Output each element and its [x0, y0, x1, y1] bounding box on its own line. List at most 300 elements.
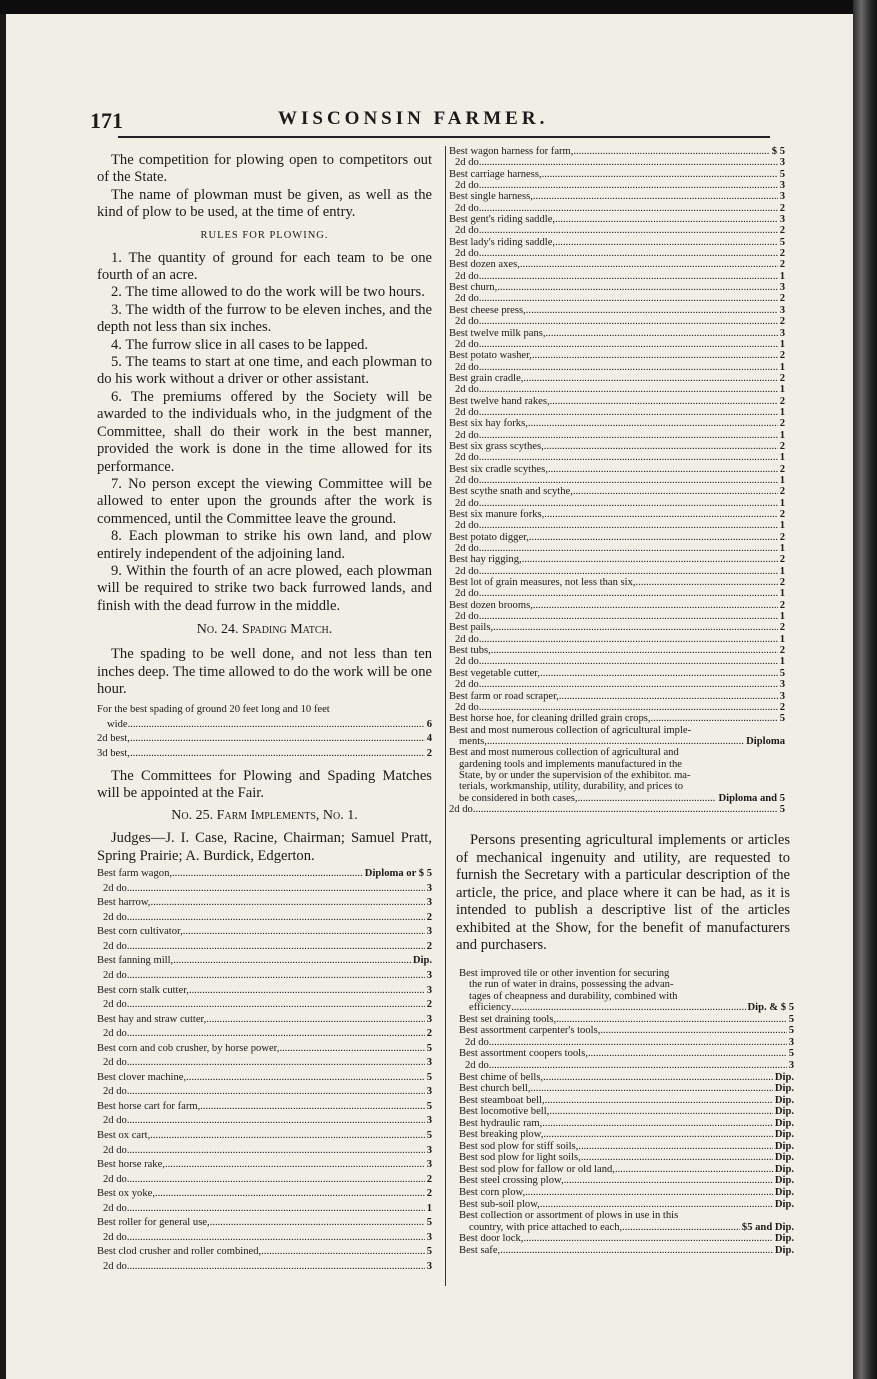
rule-item: 3. The width of the furrow to be eleven inches, and the depth not less than six inches.	[97, 301, 432, 336]
premium-row	[449, 396, 785, 407]
premium-value: 5	[779, 667, 785, 679]
premium-value: 3	[779, 180, 785, 192]
premium-label: 2d do	[455, 452, 479, 464]
premium-value: 5	[788, 1025, 794, 1037]
premium-row	[97, 940, 432, 955]
premium-row	[449, 588, 785, 599]
premium-value: 3	[426, 1013, 432, 1025]
premium-value: 1	[779, 497, 785, 509]
premium-row	[449, 532, 785, 543]
premium-value: 2	[426, 1028, 432, 1040]
left-column	[97, 152, 432, 1275]
premium-row	[449, 668, 785, 679]
premium-row	[459, 1048, 794, 1060]
premium-value: 2	[779, 701, 785, 713]
premium-row	[449, 225, 785, 236]
premium-value: 2	[426, 999, 432, 1011]
premium-row	[97, 1042, 432, 1057]
premium-label: 2d do	[465, 1036, 489, 1048]
rule-item: 4. The furrow slice in all cases to be lapped.	[111, 336, 369, 353]
persons-notice	[456, 832, 790, 955]
premium-label: Best hydraulic ram,	[459, 1117, 543, 1129]
premium-value: 2	[779, 531, 785, 543]
premium-value: Dip.	[774, 1244, 794, 1256]
premium-label: 2d do	[455, 497, 479, 509]
premium-value: 2	[426, 940, 432, 952]
premium-label: 2d do	[455, 543, 479, 555]
premium-row	[449, 203, 785, 214]
premium-value: 3	[788, 1036, 794, 1048]
spading-heading: No. 24. Spading Match.	[196, 622, 333, 638]
premium-value: 1	[779, 361, 785, 373]
premium-row	[449, 464, 785, 475]
premium-label: 2d do	[455, 202, 479, 214]
premium-row	[97, 1231, 432, 1246]
premium-row	[449, 430, 785, 441]
premium-row	[449, 645, 785, 656]
premium-row	[449, 543, 785, 554]
premium-value: 1	[779, 633, 785, 645]
intro-paragraph: The name of plowman must be given, as well as the kind of plow to be used, at the time of entry.	[97, 186, 432, 221]
premium-row	[449, 362, 785, 373]
premium-row	[459, 1233, 794, 1245]
premium-label: Best lady's riding saddle,	[449, 236, 556, 248]
implements-heading: No. 25. Farm Implements, No. 1.	[171, 808, 358, 824]
premium-row	[449, 373, 785, 384]
premium-label: 2d do	[103, 1260, 127, 1272]
premium-row	[449, 634, 785, 645]
premium-row	[97, 1129, 432, 1144]
premium-value: Dip.	[774, 1152, 794, 1164]
premium-value: 5	[788, 1048, 794, 1060]
premium-value: 1	[426, 1202, 432, 1214]
premium-row	[449, 293, 785, 304]
premium-value: 2	[779, 293, 785, 305]
premium-value: 5	[779, 713, 785, 725]
premium-label: Best churn,	[449, 282, 498, 294]
premium-row	[449, 339, 785, 350]
premium-label: 2d do	[455, 701, 479, 713]
premium-value: 3	[779, 690, 785, 702]
premium-label: Best dozen brooms,	[449, 599, 533, 611]
premium-label: 2d do	[455, 633, 479, 645]
premium-value: Dip.	[774, 1198, 794, 1210]
premium-row	[449, 679, 785, 690]
journal-title: WISCONSIN FARMER.	[278, 108, 549, 129]
premium-row	[459, 1037, 794, 1049]
page-number: 171	[90, 108, 123, 133]
premium-row	[449, 566, 785, 577]
premium-value: 2	[779, 554, 785, 566]
premium-value: 5	[788, 1013, 794, 1025]
premium-row	[97, 954, 432, 969]
premium-label: Best steamboat bell,	[459, 1094, 545, 1106]
rule-item: 6. The premiums offered by the Society will be awarded to the individuals who, in the judgment of the Committee, shall do their work in the best manner, provided the work is done in the time allowed for its performance.	[97, 388, 432, 475]
premium-label: Best farm or road scraper,	[449, 690, 559, 702]
misc-rows-end	[459, 1233, 794, 1256]
premium-label: Best twelve hand rakes,	[449, 395, 550, 407]
premium-label: 2d do	[455, 157, 479, 169]
collection-row: Best and most numerous collection of agricultural imple-	[449, 724, 692, 736]
premium-label: Best vegetable cutter,	[449, 667, 541, 679]
premium-value: Dip.	[774, 1083, 794, 1095]
premium-row	[449, 157, 785, 168]
premium-value: 3	[426, 1159, 432, 1171]
premium-row	[459, 1072, 794, 1084]
premium-row	[459, 1083, 794, 1095]
premium-value: 3	[426, 1231, 432, 1243]
premium-row: wide ..... 6	[97, 718, 432, 733]
premium-value: 5	[426, 1246, 432, 1258]
premium-value: Dip.	[774, 1233, 794, 1245]
premium-row	[97, 1085, 432, 1100]
premium-row	[449, 418, 785, 429]
misc-premium-list	[459, 968, 794, 1256]
premium-label: 2d do	[103, 1057, 127, 1069]
premium-row	[459, 1187, 794, 1199]
premium-label: Best gent's riding saddle,	[449, 214, 556, 226]
premium-label: Best horse cart for farm,	[97, 1100, 201, 1112]
premium-value: 2	[779, 622, 785, 634]
premium-row	[449, 259, 785, 270]
premium-value: 3	[426, 882, 432, 894]
premium-value: 1	[779, 384, 785, 396]
premium-label: Best dozen axes,	[449, 259, 520, 271]
premium-row	[449, 441, 785, 452]
premium-value: 5	[779, 168, 785, 180]
running-header	[90, 102, 780, 132]
premium-label: Best safe,	[459, 1244, 501, 1256]
premium-row	[449, 328, 785, 339]
premium-row	[449, 271, 785, 282]
premium-value: 2	[779, 509, 785, 520]
premium-value: 5	[426, 1071, 432, 1083]
premium-value: 2	[779, 645, 785, 657]
premium-row	[449, 180, 785, 191]
premium-value: 2	[779, 350, 785, 362]
premium-label: Best ox cart,	[97, 1130, 151, 1142]
premium-label: Best assortment coopers tools,	[459, 1048, 588, 1060]
premium-row	[449, 146, 785, 157]
premium-label: Best single harness,	[449, 191, 533, 203]
premium-value: 3	[426, 1260, 432, 1272]
premium-value: 2	[779, 259, 785, 271]
premium-row	[97, 1144, 432, 1159]
premium-value: 2	[426, 1173, 432, 1185]
premium-label: Best locomotive bell,	[459, 1106, 550, 1118]
premium-value: 2	[779, 316, 785, 328]
premium-value: 1	[779, 656, 785, 668]
premium-label: 2d do	[103, 882, 127, 894]
premium-value: 1	[779, 588, 785, 600]
premium-label: Best six grass scythes,	[449, 440, 544, 452]
premium-row	[97, 1071, 432, 1086]
premium-value: 3	[779, 679, 785, 691]
premium-row	[97, 1260, 432, 1275]
premium-label: Best horse rake,	[97, 1159, 165, 1171]
premium-value: 1	[779, 270, 785, 282]
premium-row	[449, 316, 785, 327]
premium-value: 3	[426, 970, 432, 982]
premium-row	[459, 1118, 794, 1130]
premium-value: 3	[788, 1059, 794, 1071]
premium-value: 1	[779, 520, 785, 532]
premium-row	[449, 577, 785, 588]
premium-label: 2d do	[455, 384, 479, 396]
premium-label: Best corn plow,	[459, 1186, 526, 1198]
premium-value: Dip.	[774, 1117, 794, 1129]
premium-row	[449, 520, 785, 531]
premium-row	[97, 1173, 432, 1188]
book-spine	[853, 0, 877, 1379]
scan-top-edge	[0, 0, 877, 14]
premium-label: Best six manure forks,	[449, 509, 545, 520]
premium-row	[459, 1025, 794, 1037]
premium-value: Dip.	[774, 1094, 794, 1106]
premium-row	[97, 1027, 432, 1042]
premium-row: efficiency ..... Dip. & $ 5	[459, 1002, 794, 1014]
premium-row	[459, 1199, 794, 1211]
premium-row	[97, 1158, 432, 1173]
premium-value: 1	[779, 565, 785, 577]
premium-label: 2d do	[103, 1144, 127, 1156]
premium-label: 2d do	[455, 316, 479, 328]
premium-label: Best chime of bells,	[459, 1071, 544, 1083]
premium-label: 2d do	[103, 999, 127, 1011]
premium-label: Best hay rigging,	[449, 554, 522, 566]
premium-row	[449, 191, 785, 202]
premium-value: 2	[426, 911, 432, 923]
premium-label: 2d do	[455, 293, 479, 305]
premium-value: 2	[779, 202, 785, 214]
premium-value: 3	[779, 282, 785, 294]
premium-label: Best horse hoe, for cleaning drilled grain crops,	[449, 713, 651, 725]
premium-label: Best breaking plow,	[459, 1129, 544, 1141]
premium-label: Best cheese press,	[449, 304, 526, 316]
premium-row	[97, 969, 432, 984]
premium-value: Dip.	[774, 1071, 794, 1083]
premium-row	[449, 600, 785, 611]
premium-value: 1	[779, 543, 785, 555]
premium-value: 3	[426, 1115, 432, 1127]
premium-value: Dip.	[774, 1129, 794, 1141]
premium-label: Best door lock,	[459, 1233, 524, 1245]
premium-row	[459, 1141, 794, 1153]
premium-value: 1	[779, 611, 785, 623]
premium-label: Best lot of grain measures, not less than six,	[449, 577, 636, 589]
premium-label: 2d do	[455, 248, 479, 260]
premium-value: $ 5	[771, 146, 785, 157]
premium-row	[449, 248, 785, 259]
premium-value: 2	[779, 418, 785, 430]
collection-row: ments, ..... Diploma	[449, 736, 785, 747]
premium-row	[449, 486, 785, 497]
premium-row	[449, 169, 785, 180]
rule-item: 9. Within the fourth of an acre plowed, each plowman will be required to strike two back furrowed lands, and finish with the dead furrow in the middle.	[97, 562, 432, 614]
premium-row	[449, 611, 785, 622]
premium-label: Best roller for general use,	[97, 1217, 210, 1229]
premium-label: Best clover machine,	[97, 1071, 187, 1083]
premium-label: 2d do	[455, 474, 479, 486]
premium-row	[459, 1014, 794, 1026]
premium-row	[449, 214, 785, 225]
premium-row	[449, 702, 785, 713]
premium-value: 3	[426, 897, 432, 909]
collection-block: Best and most numerous collection of agricultural and gardening tools and implements manufactured in the State, by or under the supervision of the exhibitor. ma- terials, workmanship, utility, durability, and prices to	[449, 747, 691, 793]
premium-value: Dip.	[774, 1106, 794, 1118]
premium-label: 2d do	[455, 611, 479, 623]
premium-value: Diploma or $ 5	[364, 868, 432, 880]
premium-row: For the best spading of ground 20 feet long and 10 feet	[97, 704, 330, 716]
premium-row	[97, 1245, 432, 1260]
premium-value: 3	[779, 157, 785, 169]
judges-text: Judges—J. I. Case, Racine, Chairman; Samuel Pratt, Spring Prairie; A. Burdick, Edgerton.	[97, 830, 432, 864]
premium-label: Best potato washer,	[449, 350, 532, 362]
premium-value: 2	[779, 440, 785, 452]
premium-label: Best carriage harness,	[449, 168, 542, 180]
premium-label: Best corn stalk cutter,	[97, 984, 189, 996]
premium-row	[449, 282, 785, 293]
premium-row	[449, 350, 785, 361]
premium-row	[449, 554, 785, 565]
premium-row	[97, 1100, 432, 1115]
premium-value: 2	[779, 599, 785, 611]
committees-text: The Committees for Plowing and Spading Matches will be appointed at the Fair.	[97, 767, 432, 801]
premium-value: Dip.	[774, 1140, 794, 1152]
premium-label: 2d do	[455, 656, 479, 668]
premium-label: 2d do	[103, 911, 127, 923]
premium-value: 1	[779, 452, 785, 464]
premium-label: 2d do	[103, 1202, 127, 1214]
right-column	[449, 146, 785, 816]
premium-label: Best farm wagon,	[97, 868, 173, 880]
premium-label: Best tubs,	[449, 645, 491, 657]
premium-row	[449, 656, 785, 667]
premium-value: 5	[779, 236, 785, 248]
premium-label: Best church bell,	[459, 1083, 531, 1095]
premium-row	[97, 984, 432, 999]
premium-label: Best assortment carpenter's tools,	[459, 1025, 601, 1037]
rule-item: 2. The time allowed to do the work will be two hours.	[111, 284, 425, 301]
premium-row	[459, 1245, 794, 1257]
premium-row	[449, 509, 785, 520]
premium-value: Dip.	[774, 1186, 794, 1198]
premium-label: 2d do	[455, 338, 479, 350]
premium-value: 3	[779, 304, 785, 316]
premium-label: 2d do	[455, 679, 479, 691]
premium-row	[97, 1114, 432, 1129]
premium-row	[459, 1175, 794, 1187]
premium-label: 2d do	[455, 406, 479, 418]
premium-label: Best six hay forks,	[449, 418, 528, 430]
collection-row: 2d do ..... 5	[449, 804, 785, 815]
premium-value: 3	[426, 984, 432, 996]
premium-value: 5	[426, 1217, 432, 1229]
intro-paragraph: The competition for plowing open to competitors out of the State.	[97, 152, 432, 186]
premium-row	[97, 1202, 432, 1217]
premium-label: Best sub-soil plow,	[459, 1198, 540, 1210]
premium-row	[97, 1056, 432, 1071]
premium-row	[97, 1187, 432, 1202]
persons-text: Persons presenting agricultural implements or articles of mechanical ingenuity and utility, are requested to furnish the Secretary with a particular description of the article, the price, and place where it can be had, as it is intended to publish a descriptive list of the articles exhibited at the Show, for the benefit of manufacturers and purchasers.	[456, 832, 790, 953]
premium-label: 2d do	[455, 429, 479, 441]
premium-row	[449, 305, 785, 316]
premium-label: Best grain cradle,	[449, 372, 524, 384]
premium-value: 3	[779, 214, 785, 226]
premium-row	[449, 384, 785, 395]
premium-value: 2	[779, 225, 785, 237]
premium-label: Best corn and cob crusher, by horse power,	[97, 1042, 280, 1054]
premium-row	[97, 867, 432, 882]
premium-row	[449, 691, 785, 702]
premium-label: 2d do	[455, 565, 479, 577]
premium-label: 2d do	[103, 1028, 127, 1040]
premium-value: 5	[426, 1042, 432, 1054]
premium-value: 2	[779, 486, 785, 498]
premium-label: Best wagon harness for farm,	[449, 146, 574, 157]
premium-row	[449, 452, 785, 463]
premium-value: 1	[779, 406, 785, 418]
spading-premiums	[97, 703, 432, 761]
collection-row: be considered in both cases, ..... Diploma and 5	[449, 793, 785, 804]
premium-label: Best clod crusher and roller combined,	[97, 1246, 262, 1258]
premium-value: 2	[426, 1188, 432, 1200]
premium-label: Best set draining tools,	[459, 1013, 557, 1025]
misc-rows	[459, 1014, 794, 1210]
premium-label: 2d do	[455, 520, 479, 532]
premium-value: 2	[779, 248, 785, 260]
premium-row	[97, 896, 432, 911]
premium-row	[459, 1164, 794, 1176]
premium-value: 2	[779, 577, 785, 589]
premium-label: Best corn cultivator,	[97, 926, 183, 938]
premium-value: 1	[779, 338, 785, 350]
premium-row	[459, 1106, 794, 1118]
rule-item: 1. The quantity of ground for each team to be one fourth of an acre.	[97, 249, 432, 284]
premium-row	[97, 1216, 432, 1231]
premium-label: Best hay and straw cutter,	[97, 1013, 207, 1025]
premium-row	[97, 925, 432, 940]
premium-value: 2	[779, 372, 785, 384]
premium-label: Best pails,	[449, 622, 494, 634]
premium-label: Best fanning mill,	[97, 955, 174, 967]
premium-label: Best twelve milk pans,	[449, 327, 546, 339]
rules-heading: RULES FOR PLOWING.	[200, 229, 329, 241]
premium-label: Best ox yoke,	[97, 1188, 155, 1200]
premium-row	[97, 911, 432, 926]
premium-row	[459, 1129, 794, 1141]
premium-row	[97, 882, 432, 897]
premium-row: country, with price attached to each, ..... $5 and Dip.	[459, 1222, 794, 1234]
premium-row	[459, 1152, 794, 1164]
premium-value: Dip.	[774, 1163, 794, 1175]
rule-item: 8. Each plowman to strike his own land, and plow entirely independent of the adjoining land.	[97, 528, 432, 562]
premium-label: Best sod plow for stiff soils,	[459, 1140, 579, 1152]
premium-label: 2d do	[103, 1231, 127, 1243]
header-rule	[118, 136, 770, 138]
premium-value: 2	[779, 395, 785, 407]
premium-row	[97, 1013, 432, 1028]
premium-row: 2d best, ..... 4	[97, 732, 432, 747]
rule-item: 5. The teams to start at one time, and each plowman to do his work without a driver or other assistant.	[97, 354, 432, 388]
premium-value: 3	[426, 1086, 432, 1098]
premium-row: Best collection or assortment of plows in use in this	[459, 1210, 679, 1222]
right-premium-list	[449, 146, 785, 725]
premium-value: 5	[426, 1100, 432, 1112]
premium-row	[449, 713, 785, 724]
premium-label: 2d do	[465, 1059, 489, 1071]
premium-row	[449, 622, 785, 633]
